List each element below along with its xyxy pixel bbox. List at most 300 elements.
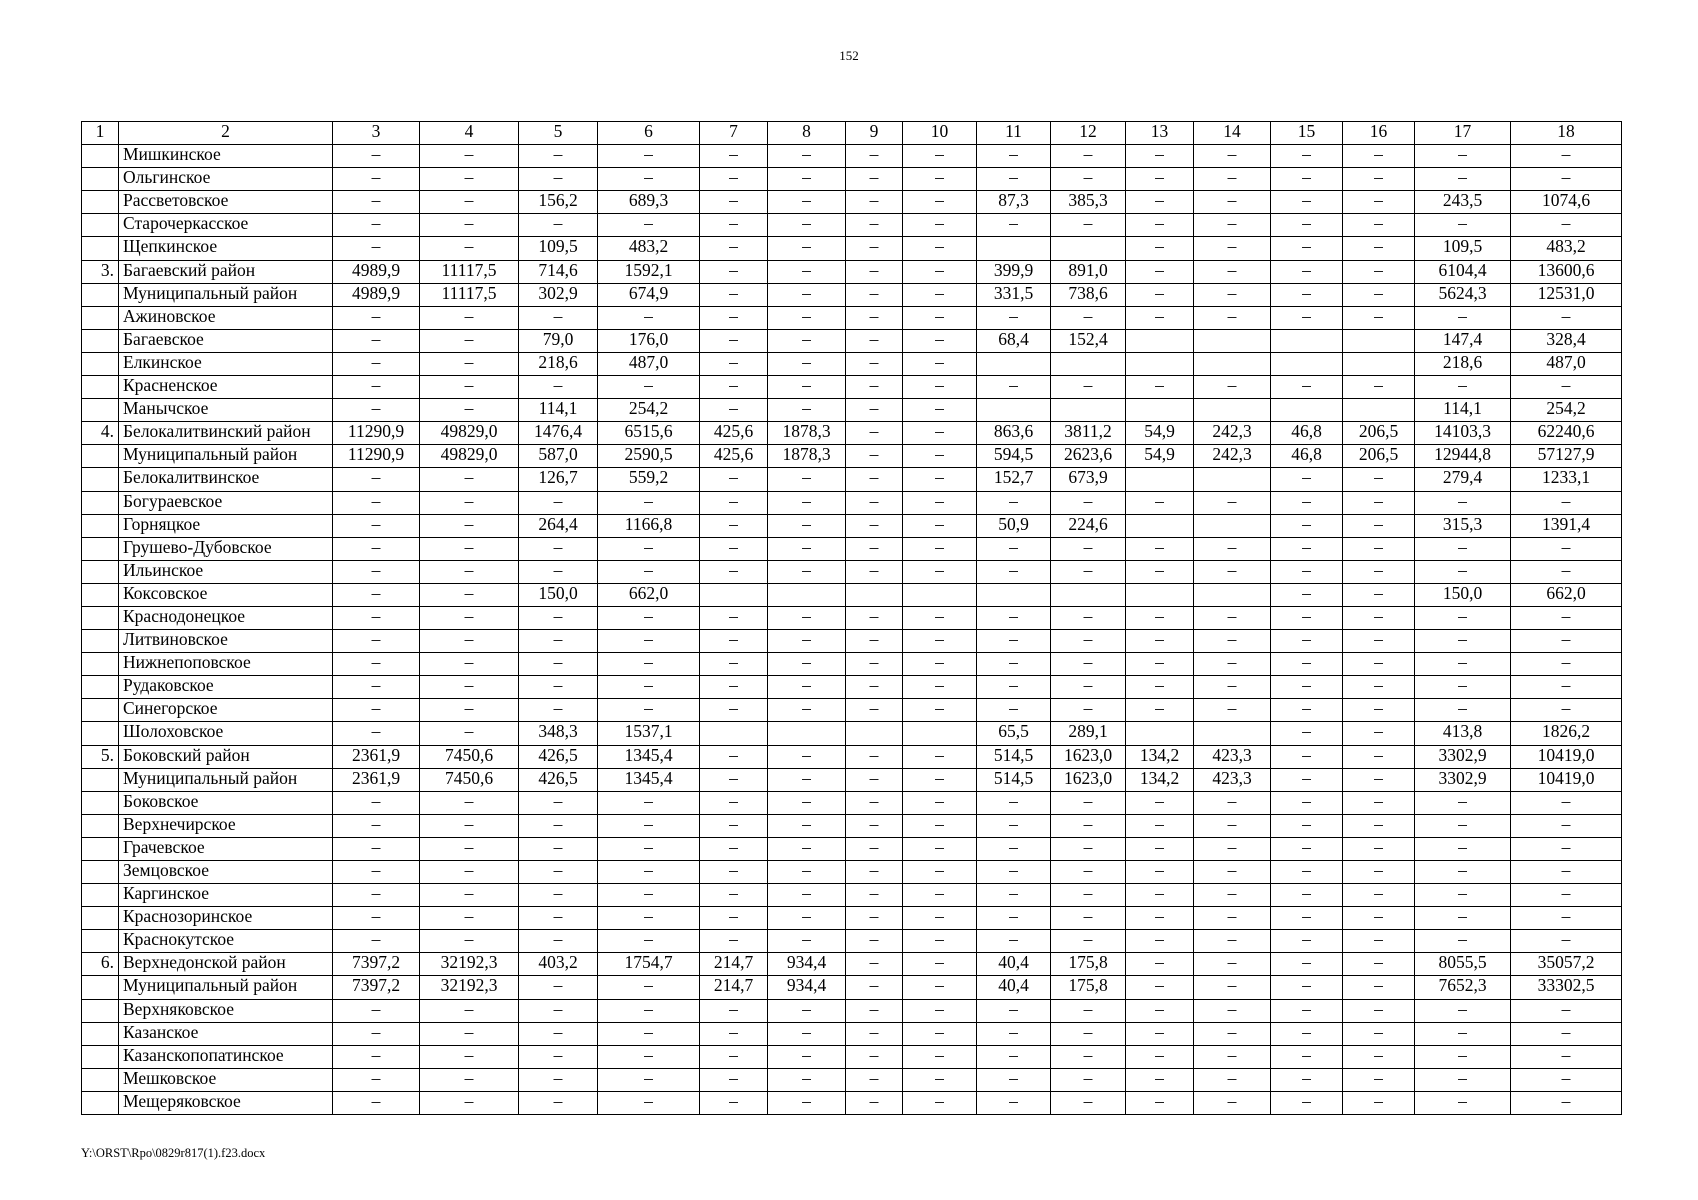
value-cell: – — [846, 791, 903, 814]
table-row — [82, 168, 1622, 191]
value-cell: – — [1126, 953, 1194, 976]
value-cell: 689,3 — [598, 191, 700, 214]
table-row — [82, 676, 1622, 699]
table-row — [82, 376, 1622, 399]
value-cell — [1126, 352, 1194, 375]
value-cell: 1391,4 — [1511, 514, 1622, 537]
value-cell: 2623,6 — [1051, 445, 1126, 468]
value-cell: – — [1271, 653, 1343, 676]
value-cell: 6104,4 — [1415, 260, 1511, 283]
value-cell: – — [1271, 491, 1343, 514]
value-cell: 315,3 — [1415, 514, 1511, 537]
footer-file-path: Y:\ORST\Rpo\0829r817(1).f23.docx — [81, 1146, 266, 1160]
value-cell: – — [333, 1091, 420, 1114]
value-cell: – — [768, 468, 846, 491]
row-name-cell: Коксовское — [119, 583, 333, 606]
value-cell: – — [598, 676, 700, 699]
value-cell: – — [903, 352, 977, 375]
value-cell: – — [700, 376, 768, 399]
value-cell: – — [846, 745, 903, 768]
value-cell: – — [903, 907, 977, 930]
value-cell: – — [1415, 884, 1511, 907]
value-cell: – — [1051, 214, 1126, 237]
value-cell: – — [333, 399, 420, 422]
value-cell: – — [700, 329, 768, 352]
value-cell: 35057,2 — [1511, 953, 1622, 976]
value-cell: – — [700, 237, 768, 260]
value-cell: – — [420, 583, 519, 606]
row-name-cell: Синегорское — [119, 699, 333, 722]
value-cell: 483,2 — [598, 237, 700, 260]
value-cell: 68,4 — [977, 329, 1051, 352]
value-cell: 32192,3 — [420, 976, 519, 999]
value-cell: – — [903, 930, 977, 953]
value-cell: – — [1194, 283, 1271, 306]
value-cell: – — [977, 814, 1051, 837]
value-cell: – — [1051, 1091, 1126, 1114]
value-cell: – — [1126, 907, 1194, 930]
value-cell: – — [1511, 699, 1622, 722]
value-cell: – — [768, 699, 846, 722]
value-cell: – — [1415, 791, 1511, 814]
value-cell: – — [903, 283, 977, 306]
value-cell: – — [846, 306, 903, 329]
row-name-cell: Мишкинское — [119, 145, 333, 168]
value-cell: – — [846, 237, 903, 260]
row-name-cell: Грушево-Дубовское — [119, 537, 333, 560]
value-cell: – — [1051, 837, 1126, 860]
value-cell: – — [420, 630, 519, 653]
value-cell: – — [903, 837, 977, 860]
value-cell: 2590,5 — [598, 445, 700, 468]
value-cell: – — [700, 560, 768, 583]
value-cell — [977, 237, 1051, 260]
value-cell: 54,9 — [1126, 422, 1194, 445]
value-cell: – — [420, 168, 519, 191]
value-cell: – — [1415, 491, 1511, 514]
value-cell: – — [846, 630, 903, 653]
table-row — [82, 1022, 1622, 1045]
value-cell: – — [846, 445, 903, 468]
value-cell — [903, 722, 977, 745]
table-row — [82, 699, 1622, 722]
value-cell: – — [977, 653, 1051, 676]
value-cell: – — [1051, 999, 1126, 1022]
value-cell: – — [700, 399, 768, 422]
value-cell: – — [903, 537, 977, 560]
value-cell: 487,0 — [1511, 352, 1622, 375]
row-name-cell: Ажиновское — [119, 306, 333, 329]
value-cell: – — [1126, 930, 1194, 953]
value-cell: – — [977, 699, 1051, 722]
value-cell: – — [519, 1091, 598, 1114]
value-cell: – — [1194, 699, 1271, 722]
value-cell: – — [333, 1045, 420, 1068]
value-cell: – — [1194, 930, 1271, 953]
value-cell: 279,4 — [1415, 468, 1511, 491]
value-cell: – — [333, 676, 420, 699]
value-cell: 152,4 — [1051, 329, 1126, 352]
value-cell: – — [333, 1068, 420, 1091]
value-cell: – — [768, 491, 846, 514]
table-row — [82, 468, 1622, 491]
row-name-cell: Казанское — [119, 1022, 333, 1045]
value-cell: – — [420, 214, 519, 237]
value-cell: 348,3 — [519, 722, 598, 745]
value-cell: – — [1511, 1068, 1622, 1091]
value-cell — [1126, 329, 1194, 352]
value-cell: – — [333, 884, 420, 907]
value-cell: – — [768, 907, 846, 930]
value-cell: – — [420, 237, 519, 260]
value-cell: – — [846, 260, 903, 283]
value-cell: – — [1415, 999, 1511, 1022]
value-cell: – — [977, 1045, 1051, 1068]
value-cell: 242,3 — [1194, 445, 1271, 468]
header-cell: 15 — [1271, 122, 1343, 145]
value-cell — [977, 352, 1051, 375]
row-name-cell: Каргинское — [119, 884, 333, 907]
value-cell: 11117,5 — [420, 260, 519, 283]
value-cell: 206,5 — [1343, 445, 1415, 468]
value-cell: – — [1051, 560, 1126, 583]
value-cell — [1194, 399, 1271, 422]
value-cell: – — [1051, 1045, 1126, 1068]
table-row — [82, 884, 1622, 907]
value-cell: – — [598, 537, 700, 560]
value-cell: – — [1271, 168, 1343, 191]
value-cell: – — [1511, 676, 1622, 699]
value-cell: – — [1271, 1045, 1343, 1068]
value-cell: – — [1271, 861, 1343, 884]
row-number-cell — [82, 699, 119, 722]
value-cell: – — [846, 560, 903, 583]
value-cell: – — [420, 376, 519, 399]
value-cell: – — [598, 145, 700, 168]
value-cell: – — [1051, 145, 1126, 168]
value-cell: 1754,7 — [598, 953, 700, 976]
value-cell: – — [333, 214, 420, 237]
value-cell: – — [420, 560, 519, 583]
row-number-cell — [82, 583, 119, 606]
value-cell: – — [420, 537, 519, 560]
value-cell: – — [333, 537, 420, 560]
value-cell: – — [1415, 306, 1511, 329]
row-name-cell: Щепкинское — [119, 237, 333, 260]
value-cell: – — [1511, 1022, 1622, 1045]
value-cell: – — [420, 1068, 519, 1091]
value-cell: – — [1271, 537, 1343, 560]
value-cell: – — [598, 560, 700, 583]
value-cell: – — [1271, 145, 1343, 168]
value-cell: – — [1194, 791, 1271, 814]
value-cell: – — [700, 676, 768, 699]
value-cell: 12531,0 — [1511, 283, 1622, 306]
value-cell: – — [700, 630, 768, 653]
value-cell: – — [903, 768, 977, 791]
value-cell: – — [333, 1022, 420, 1045]
value-cell: – — [1343, 168, 1415, 191]
value-cell: 242,3 — [1194, 422, 1271, 445]
table-row — [82, 560, 1622, 583]
value-cell: – — [846, 699, 903, 722]
value-cell: 214,7 — [700, 953, 768, 976]
value-cell: – — [420, 145, 519, 168]
value-cell: – — [1511, 930, 1622, 953]
value-cell: – — [1343, 560, 1415, 583]
value-cell — [977, 399, 1051, 422]
value-cell: 891,0 — [1051, 260, 1126, 283]
row-number-cell — [82, 861, 119, 884]
table-row — [82, 953, 1622, 976]
value-cell: 50,9 — [977, 514, 1051, 537]
value-cell — [1194, 583, 1271, 606]
value-cell: – — [1415, 676, 1511, 699]
value-cell: – — [768, 399, 846, 422]
value-cell: – — [977, 376, 1051, 399]
value-cell: 4989,9 — [333, 260, 420, 283]
value-cell: – — [1051, 630, 1126, 653]
row-name-cell: Верхняковское — [119, 999, 333, 1022]
table-row — [82, 606, 1622, 629]
table-row — [82, 583, 1622, 606]
value-cell: 134,2 — [1126, 768, 1194, 791]
value-cell — [1271, 399, 1343, 422]
value-cell: – — [1051, 1022, 1126, 1045]
value-cell: – — [1271, 699, 1343, 722]
value-cell: – — [1271, 745, 1343, 768]
value-cell: 87,3 — [977, 191, 1051, 214]
value-cell: 2361,9 — [333, 768, 420, 791]
value-cell: – — [598, 999, 700, 1022]
value-cell: – — [1343, 837, 1415, 860]
row-number-cell — [82, 329, 119, 352]
value-cell — [1194, 468, 1271, 491]
value-cell: – — [903, 145, 977, 168]
value-cell: 264,4 — [519, 514, 598, 537]
value-cell: 487,0 — [598, 352, 700, 375]
value-cell: – — [420, 999, 519, 1022]
value-cell: – — [1415, 537, 1511, 560]
value-cell: – — [1051, 814, 1126, 837]
value-cell: – — [768, 768, 846, 791]
value-cell: – — [598, 491, 700, 514]
table-row — [82, 329, 1622, 352]
value-cell: – — [768, 191, 846, 214]
value-cell: – — [1511, 306, 1622, 329]
value-cell: – — [1271, 1022, 1343, 1045]
value-cell: – — [1415, 145, 1511, 168]
value-cell: – — [333, 560, 420, 583]
value-cell: – — [598, 1045, 700, 1068]
value-cell: 1166,8 — [598, 514, 700, 537]
value-cell: 126,7 — [519, 468, 598, 491]
value-cell: 254,2 — [1511, 399, 1622, 422]
value-cell: 1233,1 — [1511, 468, 1622, 491]
value-cell: – — [519, 907, 598, 930]
value-cell: – — [846, 283, 903, 306]
value-cell: – — [1271, 676, 1343, 699]
table-row — [82, 283, 1622, 306]
value-cell: 46,8 — [1271, 445, 1343, 468]
value-cell: – — [846, 861, 903, 884]
value-cell: – — [768, 606, 846, 629]
value-cell: 150,0 — [1415, 583, 1511, 606]
value-cell: 4989,9 — [333, 283, 420, 306]
value-cell: – — [1343, 676, 1415, 699]
value-cell: – — [977, 214, 1051, 237]
value-cell: – — [700, 930, 768, 953]
value-cell: – — [519, 560, 598, 583]
value-cell: – — [846, 768, 903, 791]
row-number-cell — [82, 283, 119, 306]
table-row — [82, 976, 1622, 999]
table-row — [82, 422, 1622, 445]
value-cell: – — [1051, 791, 1126, 814]
value-cell: 54,9 — [1126, 445, 1194, 468]
value-cell: – — [1415, 930, 1511, 953]
value-cell: – — [700, 999, 768, 1022]
value-cell: – — [1271, 768, 1343, 791]
value-cell: – — [333, 606, 420, 629]
value-cell: 134,2 — [1126, 745, 1194, 768]
value-cell: 254,2 — [598, 399, 700, 422]
value-cell: – — [903, 329, 977, 352]
value-cell: – — [1126, 884, 1194, 907]
value-cell: – — [700, 1022, 768, 1045]
value-cell: 1878,3 — [768, 445, 846, 468]
value-cell — [700, 583, 768, 606]
row-number-cell — [82, 306, 119, 329]
value-cell: – — [333, 861, 420, 884]
value-cell: 8055,5 — [1415, 953, 1511, 976]
value-cell: – — [1194, 306, 1271, 329]
table-row — [82, 722, 1622, 745]
row-number-cell — [82, 468, 119, 491]
value-cell: 152,7 — [977, 468, 1051, 491]
value-cell: – — [1343, 145, 1415, 168]
value-cell — [1051, 583, 1126, 606]
row-name-cell: Красненское — [119, 376, 333, 399]
value-cell: – — [977, 1091, 1051, 1114]
row-name-cell: Горняцкое — [119, 514, 333, 537]
value-cell: – — [519, 999, 598, 1022]
header-cell: 16 — [1343, 122, 1415, 145]
row-number-cell — [82, 168, 119, 191]
value-cell: – — [519, 537, 598, 560]
value-cell: 1623,0 — [1051, 745, 1126, 768]
value-cell: 413,8 — [1415, 722, 1511, 745]
value-cell — [903, 583, 977, 606]
value-cell: – — [903, 1068, 977, 1091]
value-cell: – — [519, 653, 598, 676]
value-cell: – — [598, 653, 700, 676]
value-cell: 7397,2 — [333, 976, 420, 999]
row-name-cell: Грачевское — [119, 837, 333, 860]
table-row — [82, 237, 1622, 260]
value-cell: – — [1271, 468, 1343, 491]
row-name-cell: Нижнепоповское — [119, 653, 333, 676]
value-cell — [1126, 468, 1194, 491]
value-cell: 1345,4 — [598, 768, 700, 791]
row-number-cell — [82, 606, 119, 629]
value-cell: – — [1051, 491, 1126, 514]
row-name-cell: Ильинское — [119, 560, 333, 583]
value-cell: – — [1343, 907, 1415, 930]
value-cell — [1343, 352, 1415, 375]
row-number-cell — [82, 560, 119, 583]
value-cell: – — [846, 606, 903, 629]
value-cell: – — [1415, 376, 1511, 399]
value-cell: – — [1511, 1091, 1622, 1114]
value-cell: – — [1343, 653, 1415, 676]
value-cell: – — [1343, 861, 1415, 884]
value-cell: – — [768, 283, 846, 306]
value-cell: – — [977, 837, 1051, 860]
table-row — [82, 352, 1622, 375]
value-cell: – — [1415, 1022, 1511, 1045]
row-name-cell: Боковский район — [119, 745, 333, 768]
value-cell: 1345,4 — [598, 745, 700, 768]
value-cell: – — [700, 1091, 768, 1114]
value-cell: – — [519, 1022, 598, 1045]
value-cell: – — [1343, 583, 1415, 606]
value-cell: – — [1343, 1045, 1415, 1068]
value-cell: 11290,9 — [333, 422, 420, 445]
header-cell: 1 — [82, 122, 119, 145]
row-number-cell: 6. — [82, 953, 119, 976]
value-cell: – — [1415, 606, 1511, 629]
value-cell: 109,5 — [1415, 237, 1511, 260]
value-cell: – — [598, 306, 700, 329]
value-cell: – — [420, 1091, 519, 1114]
row-name-cell: Муниципальный район — [119, 976, 333, 999]
value-cell: – — [977, 560, 1051, 583]
value-cell: – — [598, 376, 700, 399]
row-name-cell: Краснозоринское — [119, 907, 333, 930]
value-cell: – — [333, 306, 420, 329]
value-cell: – — [1271, 237, 1343, 260]
value-cell: – — [333, 376, 420, 399]
value-cell: – — [333, 237, 420, 260]
value-cell: – — [1343, 306, 1415, 329]
value-cell: – — [598, 791, 700, 814]
row-name-cell: Боковское — [119, 791, 333, 814]
value-cell: 175,8 — [1051, 976, 1126, 999]
value-cell: – — [1511, 884, 1622, 907]
header-cell: 17 — [1415, 122, 1511, 145]
value-cell: – — [768, 930, 846, 953]
value-cell: – — [700, 1068, 768, 1091]
value-cell: 7652,3 — [1415, 976, 1511, 999]
value-cell: – — [1271, 376, 1343, 399]
row-name-cell: Мешковское — [119, 1068, 333, 1091]
value-cell: – — [333, 837, 420, 860]
value-cell — [1194, 514, 1271, 537]
value-cell: 175,8 — [1051, 953, 1126, 976]
row-name-cell: Шолоховское — [119, 722, 333, 745]
value-cell: – — [903, 514, 977, 537]
value-cell: 514,5 — [977, 745, 1051, 768]
value-cell: – — [333, 191, 420, 214]
value-cell: – — [903, 861, 977, 884]
value-cell: – — [1126, 376, 1194, 399]
value-cell: – — [1271, 930, 1343, 953]
value-cell: – — [1343, 976, 1415, 999]
value-cell: – — [1343, 214, 1415, 237]
value-cell: – — [700, 491, 768, 514]
value-cell: – — [846, 953, 903, 976]
